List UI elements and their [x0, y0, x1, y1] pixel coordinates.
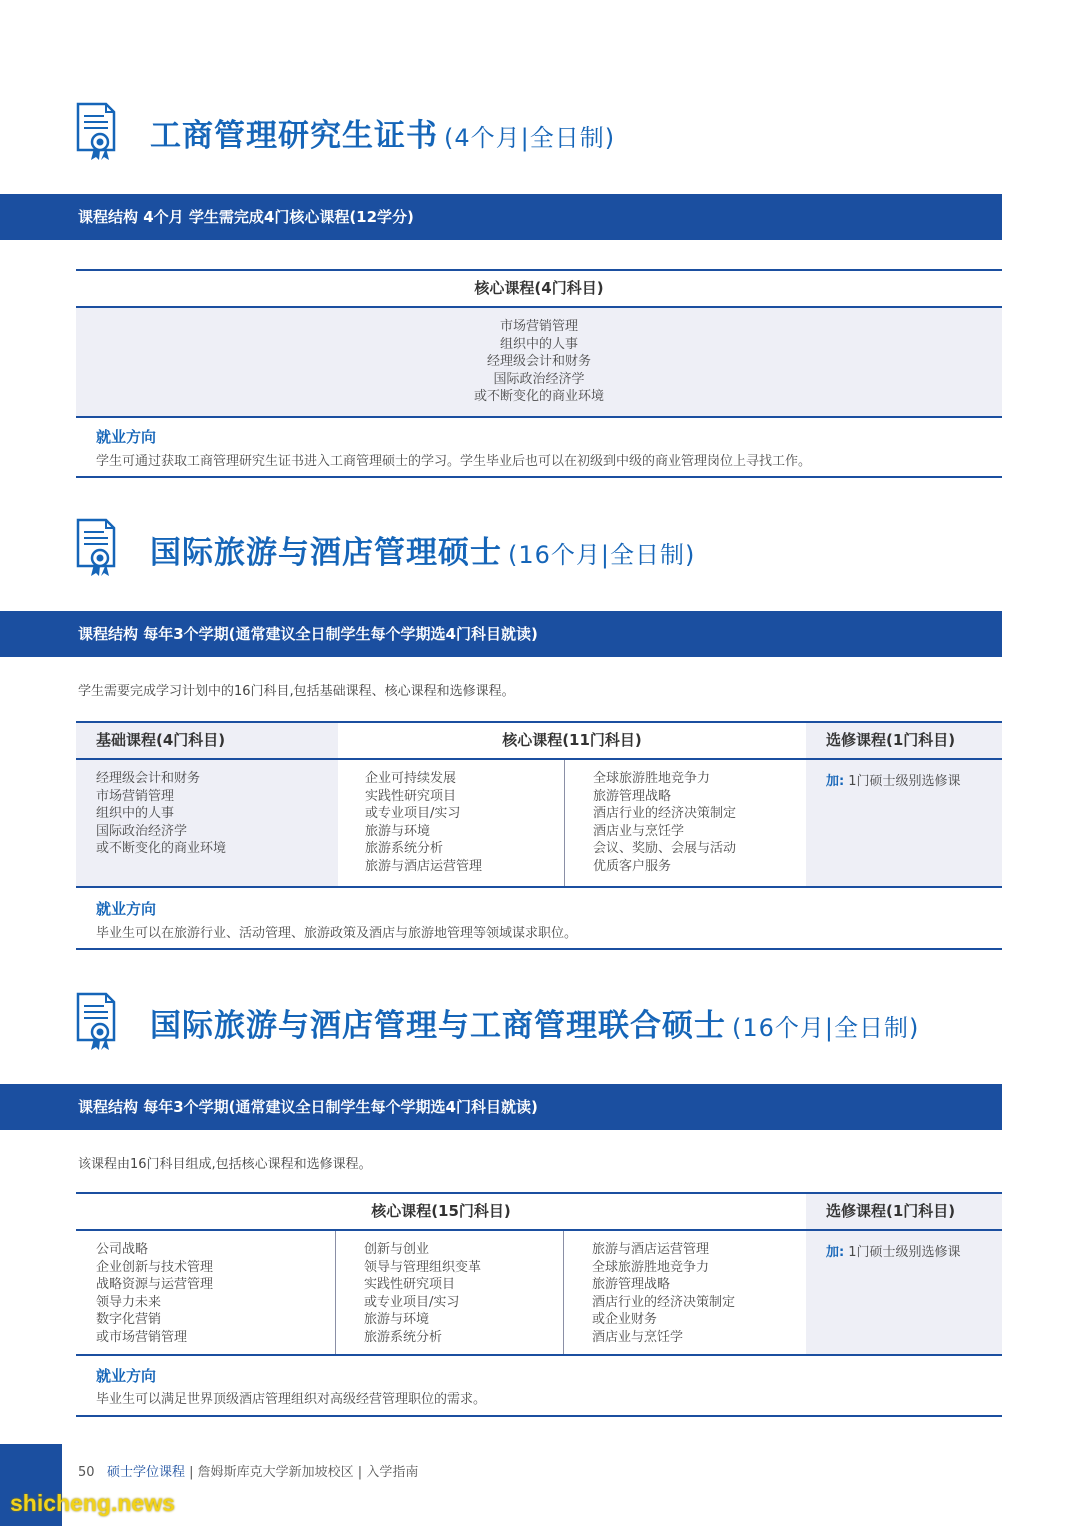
list-item: 实践性研究项目: [364, 1277, 456, 1292]
list-item: 公司战略: [96, 1242, 149, 1257]
section-end-rule: [76, 476, 1002, 478]
table-bottom-rule: [76, 1354, 1002, 1356]
career-text: 毕业生可以在旅游行业、活动管理、旅游政策及酒店与旅游地管理等领域谋求职位。: [96, 926, 578, 941]
page-number: 50: [78, 1465, 95, 1480]
core-course-list-2: [364, 1241, 481, 1346]
section-title-text: 工商管理研究生证书: [150, 118, 438, 154]
list-item: 旅游系统分析: [364, 1329, 443, 1345]
core-course-list-1: [365, 770, 482, 875]
list-item: 会议、奖励、会展与活动: [593, 841, 737, 856]
list-item: 全球旅游胜地竞争力: [593, 771, 711, 786]
foundation-course-list: [96, 770, 226, 858]
list-item: 旅游管理战略: [593, 788, 672, 804]
program-intro: 该课程由16门科目组成,包括核心课程和选修课程。: [78, 1157, 372, 1172]
elective-text: 1门硕士级别选修课: [848, 774, 961, 789]
list-item: 市场营销管理: [96, 788, 175, 804]
elective-text: 1门硕士级别选修课: [848, 1245, 961, 1260]
list-item: 酒店行业的经济决策制定: [593, 806, 737, 821]
column-divider: [563, 1231, 564, 1354]
section-subtitle: (16个月|全日制): [732, 1014, 920, 1042]
column-divider: [335, 1231, 336, 1354]
footer-separator: |: [357, 1465, 363, 1480]
elective-course-header: 选修课程(1门科目): [826, 731, 956, 749]
career-title: 就业方向: [96, 428, 157, 446]
list-item: 旅游与酒店运营管理: [592, 1242, 710, 1257]
core-course-header: 核心课程(11门科目): [502, 731, 642, 749]
table-bottom-rule: [76, 416, 1002, 418]
core-course-list-2: [593, 770, 736, 875]
list-item: 优质客户服务: [593, 858, 672, 874]
foundation-course-header: 基础课程(4门科目): [96, 731, 226, 749]
section-title-text: 国际旅游与酒店管理硕士: [150, 535, 502, 571]
list-item: 领导与管理组织变革: [364, 1259, 482, 1275]
core-course-list-1: [96, 1241, 213, 1346]
table-bottom-rule: [76, 886, 1002, 888]
list-item: 或专业项目/实习: [365, 806, 461, 821]
list-item: 国际政治经济学: [493, 371, 585, 387]
list-item: 领导力未来: [96, 1294, 162, 1310]
section-title: [150, 527, 695, 572]
list-item: 企业可持续发展: [365, 771, 457, 786]
list-item: 或不断变化的商业环境: [96, 841, 227, 856]
list-item: 旅游系统分析: [365, 841, 444, 856]
certificate-icon: [74, 518, 118, 578]
core-course-list: [76, 318, 1002, 406]
list-item: 或企业财务: [592, 1312, 658, 1327]
list-item: 组织中的人事: [96, 806, 175, 821]
list-item: 经理级会计和财务: [486, 354, 591, 369]
core-course-header: 核心课程(4门科目): [474, 279, 604, 297]
section-title-text: 国际旅游与酒店管理与工商管理联合硕士: [150, 1008, 726, 1044]
career-title: 就业方向: [96, 900, 157, 918]
footer-separator: |: [189, 1465, 194, 1480]
footer-guide-name: 入学指南: [366, 1465, 419, 1480]
list-item: 或市场营销管理: [96, 1329, 188, 1345]
list-item: 经理级会计和财务: [96, 771, 201, 786]
list-item: 实践性研究项目: [365, 788, 457, 804]
elective-course-item: [826, 770, 960, 789]
list-item: 市场营销管理: [499, 319, 578, 334]
list-item: 旅游管理战略: [592, 1277, 671, 1292]
section-subtitle: (16个月|全日制): [508, 541, 696, 569]
section-end-rule: [76, 948, 1002, 950]
list-item: 全球旅游胜地竞争力: [592, 1259, 710, 1275]
list-item: 企业创新与技术管理: [96, 1259, 214, 1275]
elective-prefix: 加:: [826, 1245, 845, 1260]
column-divider: [564, 760, 565, 886]
certificate-icon: [74, 992, 118, 1052]
section-end-rule: [76, 1415, 1002, 1417]
career-title: 就业方向: [96, 1367, 157, 1385]
section-subtitle: (4个月|全日制): [444, 124, 616, 152]
course-structure-banner: 课程结构 4个月 学生需完成4门核心课程(12学分): [0, 194, 1002, 240]
list-item: 或专业项目/实习: [364, 1294, 460, 1310]
section-title: [150, 1000, 919, 1045]
elective-prefix: 加:: [826, 774, 845, 789]
watermark: shicheng.news: [10, 1490, 175, 1516]
list-item: 战略资源与运营管理: [96, 1277, 214, 1292]
list-item: 旅游与环境: [365, 823, 431, 839]
program-intro: 学生需要完成学习计划中的16门科目,包括基础课程、核心课程和选修课程。: [78, 684, 515, 699]
footer-section-name: 硕士学位课程: [106, 1465, 185, 1480]
list-item: 或不断变化的商业环境: [473, 389, 604, 404]
career-text: 学生可通过获取工商管理研究生证书进入工商管理硕士的学习。学生毕业后也可以在初级到中级的商业管理岗位上寻找工作。: [96, 454, 812, 469]
course-structure-banner: 课程结构 每年3个学期(通常建议全日制学生每个学期选4门科目就读): [0, 1084, 1002, 1130]
list-item: 组织中的人事: [499, 336, 578, 352]
section-title: [150, 110, 615, 155]
footer-university-name: 詹姆斯库克大学新加坡校区: [197, 1465, 354, 1480]
core-course-header: 核心课程(15门科目): [371, 1202, 511, 1220]
career-text: 毕业生可以满足世界顶级酒店管理组织对高级经营管理职位的需求。: [96, 1392, 487, 1407]
course-structure-banner: 课程结构 每年3个学期(通常建议全日制学生每个学期选4门科目就读): [0, 611, 1002, 657]
list-item: 酒店业与烹饪学: [593, 823, 685, 839]
elective-course-item: [826, 1241, 960, 1260]
certificate-icon: [74, 102, 118, 162]
page-footer: [78, 1461, 418, 1480]
list-item: 酒店行业的经济决策制定: [592, 1294, 736, 1310]
list-item: 酒店业与烹饪学: [592, 1329, 684, 1345]
list-item: 国际政治经济学: [96, 823, 188, 839]
list-item: 创新与创业: [364, 1242, 430, 1257]
list-item: 旅游与酒店运营管理: [365, 858, 483, 874]
core-course-list-3: [592, 1241, 735, 1346]
list-item: 数字化营销: [96, 1312, 162, 1327]
list-item: 旅游与环境: [364, 1312, 430, 1327]
elective-course-header: 选修课程(1门科目): [826, 1202, 956, 1220]
